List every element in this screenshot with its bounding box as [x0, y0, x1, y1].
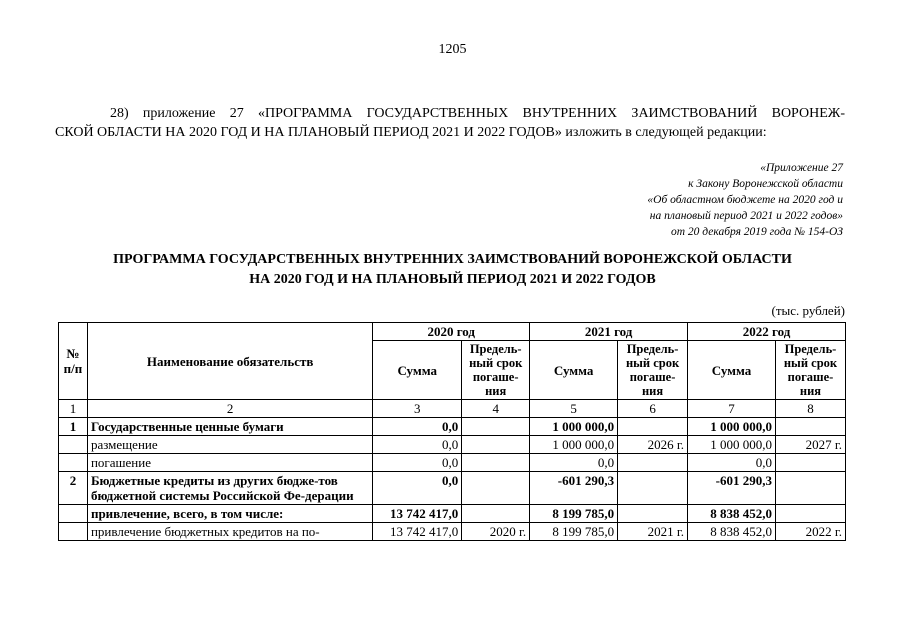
sum-2020: 0,0	[373, 472, 462, 505]
table-row	[59, 523, 846, 541]
header-sum-2022: Сумма	[688, 341, 776, 400]
table-row	[59, 436, 846, 454]
table-row	[59, 418, 846, 436]
sum-2021: 1 000 000,0	[530, 418, 618, 436]
intro-line-2: СКОЙ ОБЛАСТИ НА 2020 ГОД И НА ПЛАНОВЫЙ ПЕРИОД 2021 И 2022 ГОДОВ» изложить в следующей редакции:	[55, 125, 767, 140]
sum-2022: 1 000 000,0	[688, 418, 776, 436]
appendix-reference	[543, 160, 843, 240]
sum-2022: 8 838 452,0	[688, 523, 776, 541]
row-num	[59, 505, 88, 523]
borrowings-table	[58, 322, 846, 541]
sum-2020: 13 742 417,0	[373, 505, 462, 523]
appendix-line-1: «Приложение 27	[760, 162, 843, 174]
sum-2022: 1 000 000,0	[688, 436, 776, 454]
row-name: Бюджетные кредиты из других бюдже-тов бюджетной системы Российской Фе-дерации	[87, 472, 372, 505]
col-number-1: 1	[59, 400, 88, 418]
title-line-2: НА 2020 ГОД И НА ПЛАНОВЫЙ ПЕРИОД 2021 И 2022 ГОДОВ	[249, 272, 656, 287]
header-term-2020: Предель-ный срок погаше-ния	[462, 341, 530, 400]
term-2021: 2021 г.	[618, 523, 688, 541]
table-row	[59, 472, 846, 505]
row-num	[59, 523, 88, 541]
term-2022: 2022 г.	[775, 523, 845, 541]
header-num: № п/п	[59, 323, 88, 400]
sum-2022: 0,0	[688, 454, 776, 472]
term-2022	[775, 472, 845, 505]
term-2021	[618, 472, 688, 505]
term-2021	[618, 505, 688, 523]
header-name: Наименование обязательств	[87, 323, 372, 400]
sum-2021: 8 199 785,0	[530, 523, 618, 541]
header-year-2020: 2020 год	[373, 323, 530, 341]
term-2022	[775, 454, 845, 472]
col-number-2: 2	[87, 400, 372, 418]
header-term-2022: Предель-ный срок погаше-ния	[775, 341, 845, 400]
intro-line-1: 28) приложение 27 «ПРОГРАММА ГОСУДАРСТВЕННЫХ ВНУТРЕННИХ ЗАИМСТВОВАНИЙ ВОРОНЕЖ-	[110, 106, 845, 121]
col-number-4: 4	[462, 400, 530, 418]
term-2020: 2020 г.	[462, 523, 530, 541]
row-name: привлечение бюджетных кредитов на по-	[87, 523, 372, 541]
table-row	[59, 505, 846, 523]
table-row	[59, 454, 846, 472]
document-title	[0, 250, 905, 290]
row-name: размещение	[87, 436, 372, 454]
sum-2021: -601 290,3	[530, 472, 618, 505]
row-num	[59, 454, 88, 472]
units-label: (тыс. рублей)	[771, 303, 845, 318]
row-num	[59, 436, 88, 454]
row-name: Государственные ценные бумаги	[87, 418, 372, 436]
term-2022: 2027 г.	[775, 436, 845, 454]
sum-2020: 13 742 417,0	[373, 523, 462, 541]
row-name: погашение	[87, 454, 372, 472]
row-num: 2	[59, 472, 88, 505]
term-2022	[775, 505, 845, 523]
sum-2022: 8 838 452,0	[688, 505, 776, 523]
term-2022	[775, 418, 845, 436]
row-name: привлечение, всего, в том числе:	[87, 505, 372, 523]
page-number: 1205	[438, 42, 467, 57]
term-2020	[462, 436, 530, 454]
sum-2020: 0,0	[373, 418, 462, 436]
header-sum-2020: Сумма	[373, 341, 462, 400]
term-2020	[462, 472, 530, 505]
term-2021	[618, 454, 688, 472]
term-2021: 2026 г.	[618, 436, 688, 454]
appendix-line-3: «Об областном бюджете на 2020 год и	[647, 194, 843, 206]
col-number-8: 8	[775, 400, 845, 418]
column-numbers-row	[59, 400, 846, 418]
term-2020	[462, 418, 530, 436]
col-number-5: 5	[530, 400, 618, 418]
col-number-3: 3	[373, 400, 462, 418]
intro-paragraph	[55, 104, 845, 142]
title-line-1: ПРОГРАММА ГОСУДАРСТВЕННЫХ ВНУТРЕННИХ ЗАИМСТВОВАНИЙ ВОРОНЕЖСКОЙ ОБЛАСТИ	[113, 252, 792, 267]
row-num: 1	[59, 418, 88, 436]
term-2020	[462, 454, 530, 472]
header-year-2021: 2021 год	[530, 323, 688, 341]
header-sum-2021: Сумма	[530, 341, 618, 400]
col-number-6: 6	[618, 400, 688, 418]
col-number-7: 7	[688, 400, 776, 418]
appendix-line-5: от 20 декабря 2019 года № 154-ОЗ	[670, 226, 843, 238]
term-2020	[462, 505, 530, 523]
appendix-line-4: на плановый период 2021 и 2022 годов»	[649, 210, 843, 222]
sum-2021: 0,0	[530, 454, 618, 472]
sum-2021: 8 199 785,0	[530, 505, 618, 523]
sum-2022: -601 290,3	[688, 472, 776, 505]
header-year-2022: 2022 год	[688, 323, 846, 341]
appendix-line-2: к Закону Воронежской области	[688, 178, 843, 190]
sum-2020: 0,0	[373, 454, 462, 472]
sum-2021: 1 000 000,0	[530, 436, 618, 454]
term-2021	[618, 418, 688, 436]
header-term-2021: Предель-ный срок погаше-ния	[618, 341, 688, 400]
sum-2020: 0,0	[373, 436, 462, 454]
